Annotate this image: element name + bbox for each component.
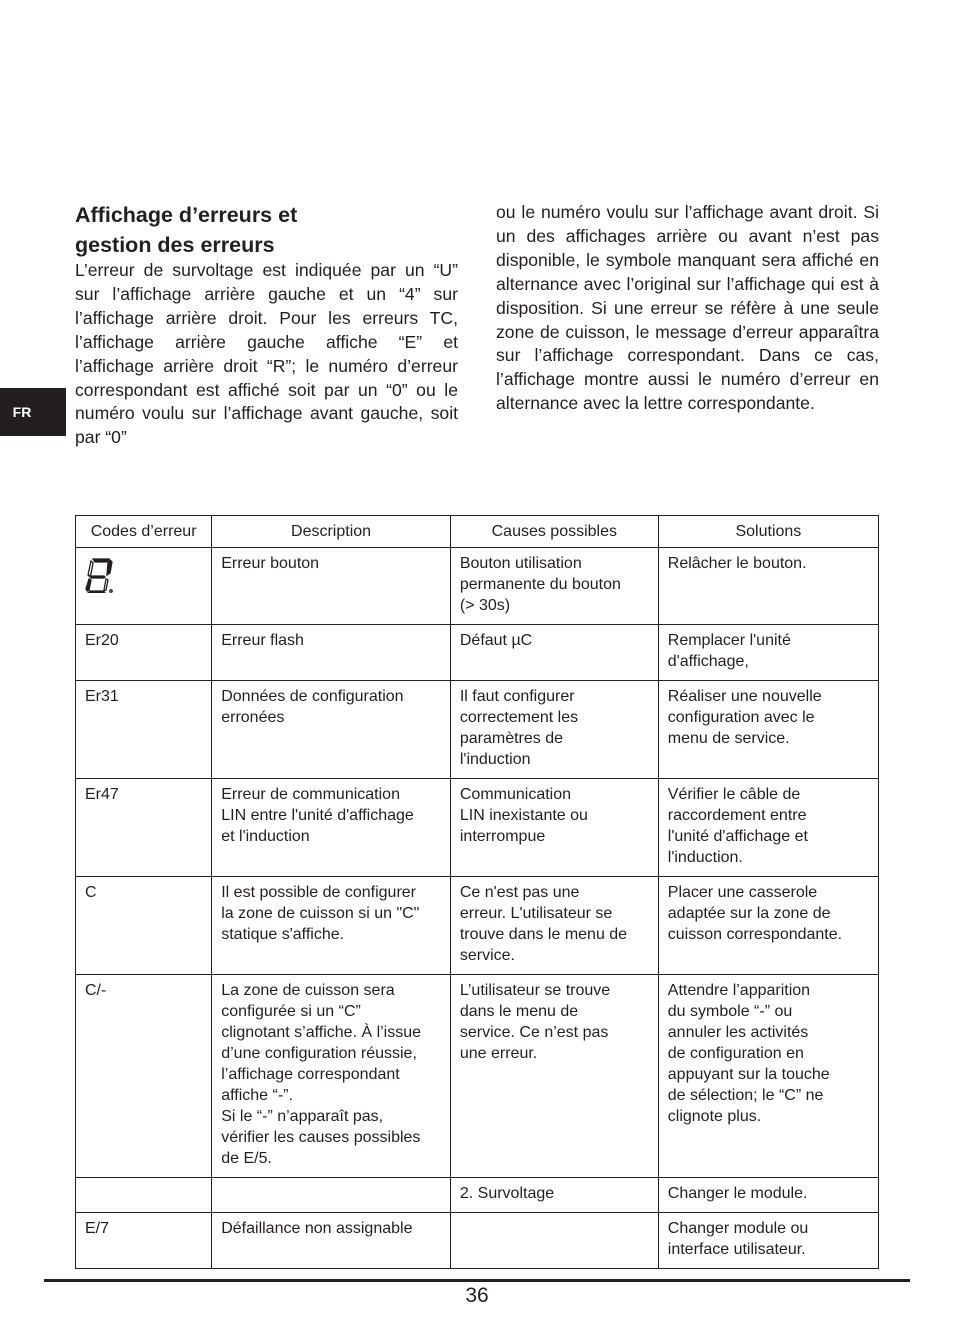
section-title-line-2: gestion des erreurs: [75, 233, 275, 257]
code-cell: [76, 548, 212, 625]
table-header-row: [76, 516, 879, 548]
language-tab-label: FR: [12, 404, 32, 420]
causes-cell: L’utilisateur se trouve dans le menu de service. Ce n’est pas une erreur.: [450, 975, 658, 1178]
error-codes-table: [75, 515, 879, 1269]
language-tab: [0, 388, 66, 436]
code-cell: Er47: [76, 779, 212, 877]
header-solutions: Solutions: [658, 516, 878, 548]
solutions-cell: Attendre l’apparition du symbole “-” ou annuler les activités de configuration en appuyant sur la touche de sélection; le “C” ne clignote plus.: [658, 975, 878, 1178]
description-cell: Erreur de communication LIN entre l'unité d'affichage et l'induction: [212, 779, 451, 877]
causes-cell: Bouton utilisation permanente du bouton (> 30s): [450, 548, 658, 625]
page-number: 36: [465, 1284, 489, 1307]
table-row: [76, 681, 879, 779]
solutions-cell: Réaliser une nouvelle configuration avec le menu de service.: [658, 681, 878, 779]
header-description: Description: [212, 516, 451, 548]
left-column: [75, 200, 458, 450]
table-row: [76, 779, 879, 877]
table-row: [76, 877, 879, 975]
solutions-cell: Changer module ou interface utilisateur.: [658, 1213, 878, 1269]
code-cell: C: [76, 877, 212, 975]
causes-cell: [450, 1213, 658, 1269]
causes-cell: Défaut µC: [450, 625, 658, 681]
table-row: [76, 625, 879, 681]
code-cell: C/-: [76, 975, 212, 1178]
left-paragraph: L’erreur de survoltage est indiquée par un “U” sur l’affichage arrière gauche et un “4” sur l’affichage arrière droit. Pour les erreurs TC, l’affichage arrière gauche affiche “E” et l’affichage arrière droit “R”; le numéro d’erreur correspondant est affiché soit par un “0” ou le numéro voulu sur l’affichage avant gauche, soit par “0”: [75, 260, 458, 448]
right-paragraph: ou le numéro voulu sur l’affichage avant droit. Si un des affichages arrière ou avant n’est pas disponible, le symbole manquant sera affiché en alternance avec l’original sur l’affichage qui est à disposition. Si une erreur se réfère à une seule zone de cuisson, le message d’erreur apparaîtra sur l’affichage correspondant. Dans ce cas, l’affichage montre aussi le numéro d’erreur en alternance avec la lettre correspondante.: [496, 202, 879, 414]
causes-cell: Il faut configurer correctement les paramètres de l'induction: [450, 681, 658, 779]
description-cell: Erreur bouton: [212, 548, 451, 625]
code-cell: Er31: [76, 681, 212, 779]
code-cell: [76, 1178, 212, 1213]
footer-rule: [44, 1279, 910, 1282]
table-row: [76, 975, 879, 1178]
code-cell: Er20: [76, 625, 212, 681]
table-row: [76, 548, 879, 625]
description-cell: Il est possible de configurer la zone de cuisson si un "C" statique s'affiche.: [212, 877, 451, 975]
solutions-cell: Changer le module.: [658, 1178, 878, 1213]
header-codes: Codes d’erreur: [76, 516, 212, 548]
section-title: [75, 200, 458, 260]
description-cell: [212, 1178, 451, 1213]
causes-cell: 2. Survoltage: [450, 1178, 658, 1213]
section-title-line-1: Affichage d’erreurs et: [75, 203, 298, 227]
causes-cell: Ce n'est pas une erreur. L'utilisateur se trouve dans le menu de service.: [450, 877, 658, 975]
table-row: [76, 1178, 879, 1213]
description-cell: Erreur flash: [212, 625, 451, 681]
description-cell: La zone de cuisson sera configurée si un “C” clignotant s’affiche. À l’issue d’une configuration réussie, l’affichage correspondant affiche “-”. Si le “-” n’apparaît pas, vérifier les causes possibles de E/5.: [212, 975, 451, 1178]
causes-cell: Communication LIN inexistante ou interrompue: [450, 779, 658, 877]
seven-segment-digit-icon: [85, 557, 115, 593]
solutions-cell: Remplacer l'unité d'affichage,: [658, 625, 878, 681]
description-cell: Défaillance non assignable: [212, 1213, 451, 1269]
table-row: [76, 1213, 879, 1269]
solutions-cell: Relâcher le bouton.: [658, 548, 878, 625]
header-causes: Causes possibles: [450, 516, 658, 548]
right-column: [496, 201, 879, 416]
code-cell: E/7: [76, 1213, 212, 1269]
description-cell: Données de configuration erronées: [212, 681, 451, 779]
solutions-cell: Placer une casserole adaptée sur la zone de cuisson correspondante.: [658, 877, 878, 975]
solutions-cell: Vérifier le câble de raccordement entre l'unité d'affichage et l'induction.: [658, 779, 878, 877]
